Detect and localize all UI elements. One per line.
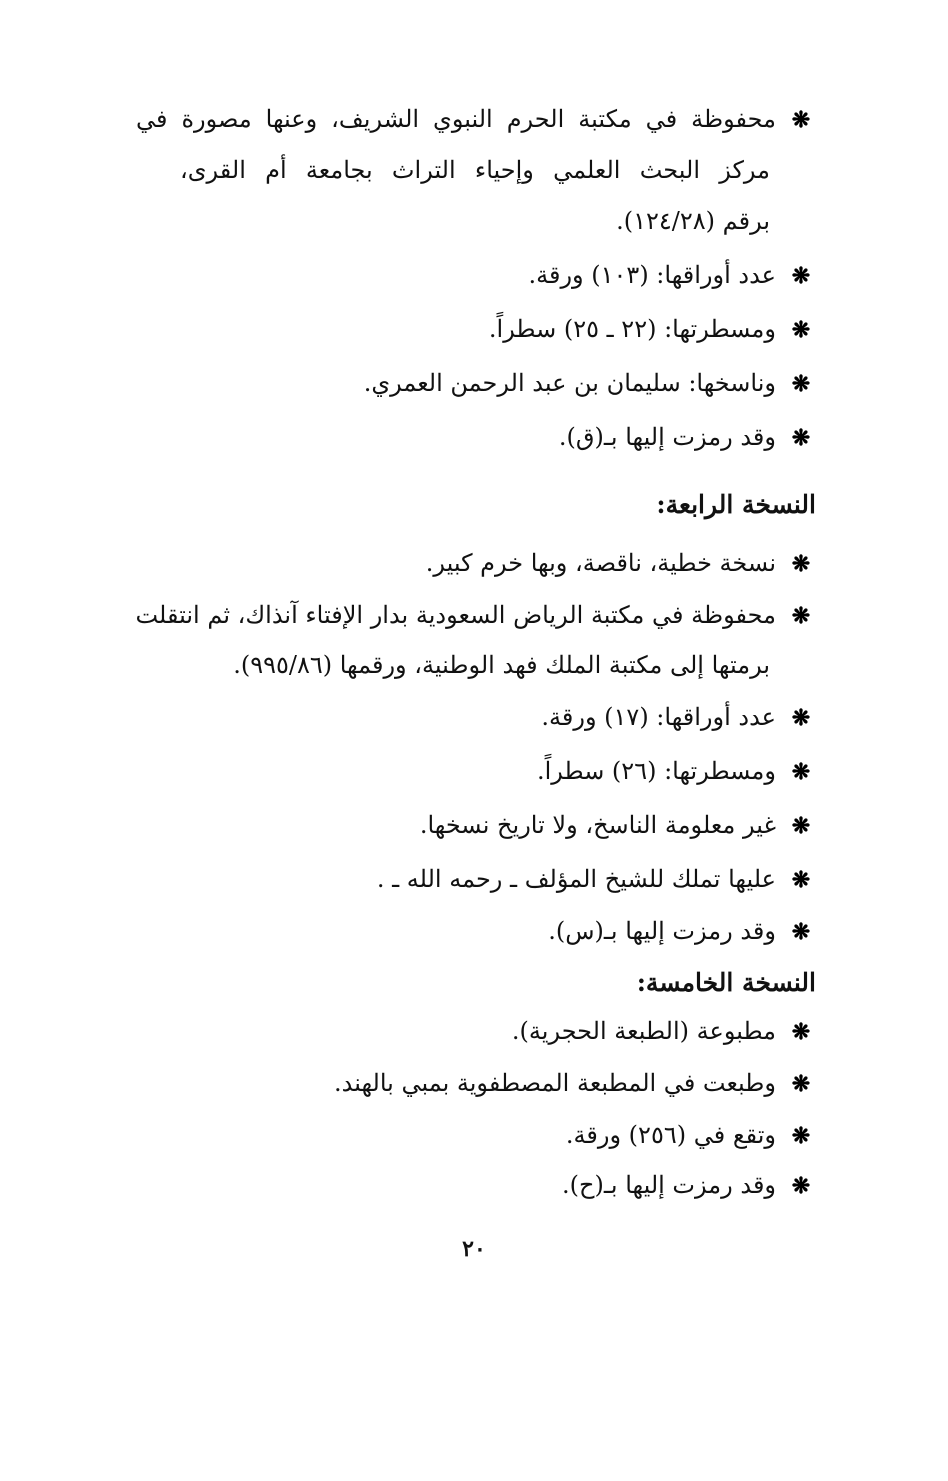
list-item — [562, 1168, 816, 1203]
asterisk-bullet-icon: ❋ — [791, 705, 811, 731]
asterisk-bullet-icon: ❋ — [791, 1019, 811, 1045]
asterisk-bullet-icon: ❋ — [791, 551, 811, 577]
section-heading: النسخة الرابعة: — [656, 490, 816, 519]
asterisk-bullet-icon: ❋ — [791, 919, 811, 945]
list-item — [426, 546, 816, 581]
asterisk-bullet-icon: ❋ — [791, 813, 811, 839]
asterisk-bullet-icon: ❋ — [791, 759, 811, 785]
asterisk-bullet-icon: ❋ — [791, 107, 811, 133]
item-text: عدد أوراقها: (١٠٣) ورقة. — [528, 261, 776, 289]
item-text: مركز البحث العلمي وإحياء التراث بجامعة أم القرى، — [180, 156, 770, 184]
item-text: وناسخها: سليمان بن عبد الرحمن العمري. — [363, 369, 776, 397]
list-item — [136, 102, 816, 137]
list-item — [537, 754, 816, 789]
list-item — [529, 258, 817, 293]
list-item — [334, 1066, 816, 1101]
item-text: وقد رمزت إليها بـ(س). — [548, 917, 776, 945]
asterisk-bullet-icon: ❋ — [791, 317, 811, 343]
list-item — [566, 1118, 816, 1153]
item-text: وقد رمزت إليها بـ(ح). — [562, 1171, 776, 1199]
item-text: عدد أوراقها: (١٧) ورقة. — [541, 703, 776, 731]
item-text: عليها تملك للشيخ المؤلف ـ رحمه الله ـ . — [376, 865, 776, 893]
item-text: برقم (١٢٤/٢٨). — [616, 207, 770, 235]
list-item — [364, 366, 816, 401]
item-text: نسخة خطية، ناقصة، وبها خرم كبير. — [425, 549, 776, 577]
asterisk-bullet-icon: ❋ — [791, 371, 811, 397]
item-text: وتقع في (٢٥٦) ورقة. — [565, 1121, 776, 1149]
asterisk-bullet-icon: ❋ — [791, 1123, 811, 1149]
asterisk-bullet-icon: ❋ — [791, 425, 811, 451]
list-item-continuation — [233, 648, 770, 682]
item-text: مطبوعة (الطبعة الحجرية). — [511, 1017, 776, 1045]
asterisk-bullet-icon: ❋ — [791, 867, 811, 893]
list-item — [512, 1014, 816, 1049]
item-text: وطبعت في المطبعة المصطفوية بمبي بالهند. — [333, 1069, 776, 1097]
item-text: برمتها إلى مكتبة الملك فهد الوطنية، ورقمها (٩٩٥/٨٦). — [233, 651, 770, 679]
asterisk-bullet-icon: ❋ — [791, 1173, 811, 1199]
asterisk-bullet-icon: ❋ — [791, 603, 811, 629]
item-text: وقد رمزت إليها بـ(ق). — [558, 423, 776, 451]
item-text: ومسطرتها: (٢٦) سطراً. — [536, 757, 776, 785]
item-text: محفوظة في مكتبة الرياض السعودية بدار الإفتاء آنذاك، ثم انتقلت — [135, 601, 776, 629]
page-number: ٢٠ — [462, 1236, 486, 1262]
asterisk-bullet-icon: ❋ — [791, 263, 811, 289]
list-item — [541, 700, 816, 735]
list-item-continuation — [180, 153, 770, 187]
list-item — [135, 598, 816, 633]
list-item — [548, 914, 816, 949]
list-item — [377, 862, 816, 897]
item-text: محفوظة في مكتبة الحرم النبوي الشريف، وعنها مصورة في — [136, 105, 776, 133]
list-item — [559, 420, 816, 455]
asterisk-bullet-icon: ❋ — [791, 1071, 811, 1097]
item-text: غير معلومة الناسخ، ولا تاريخ نسخها. — [419, 811, 776, 839]
list-item — [420, 808, 816, 843]
list-item-continuation — [616, 204, 770, 238]
section-heading: النسخة الخامسة: — [636, 968, 816, 997]
list-item — [489, 312, 816, 347]
item-text: ومسطرتها: (٢٢ ـ ٢٥) سطراً. — [488, 315, 776, 343]
